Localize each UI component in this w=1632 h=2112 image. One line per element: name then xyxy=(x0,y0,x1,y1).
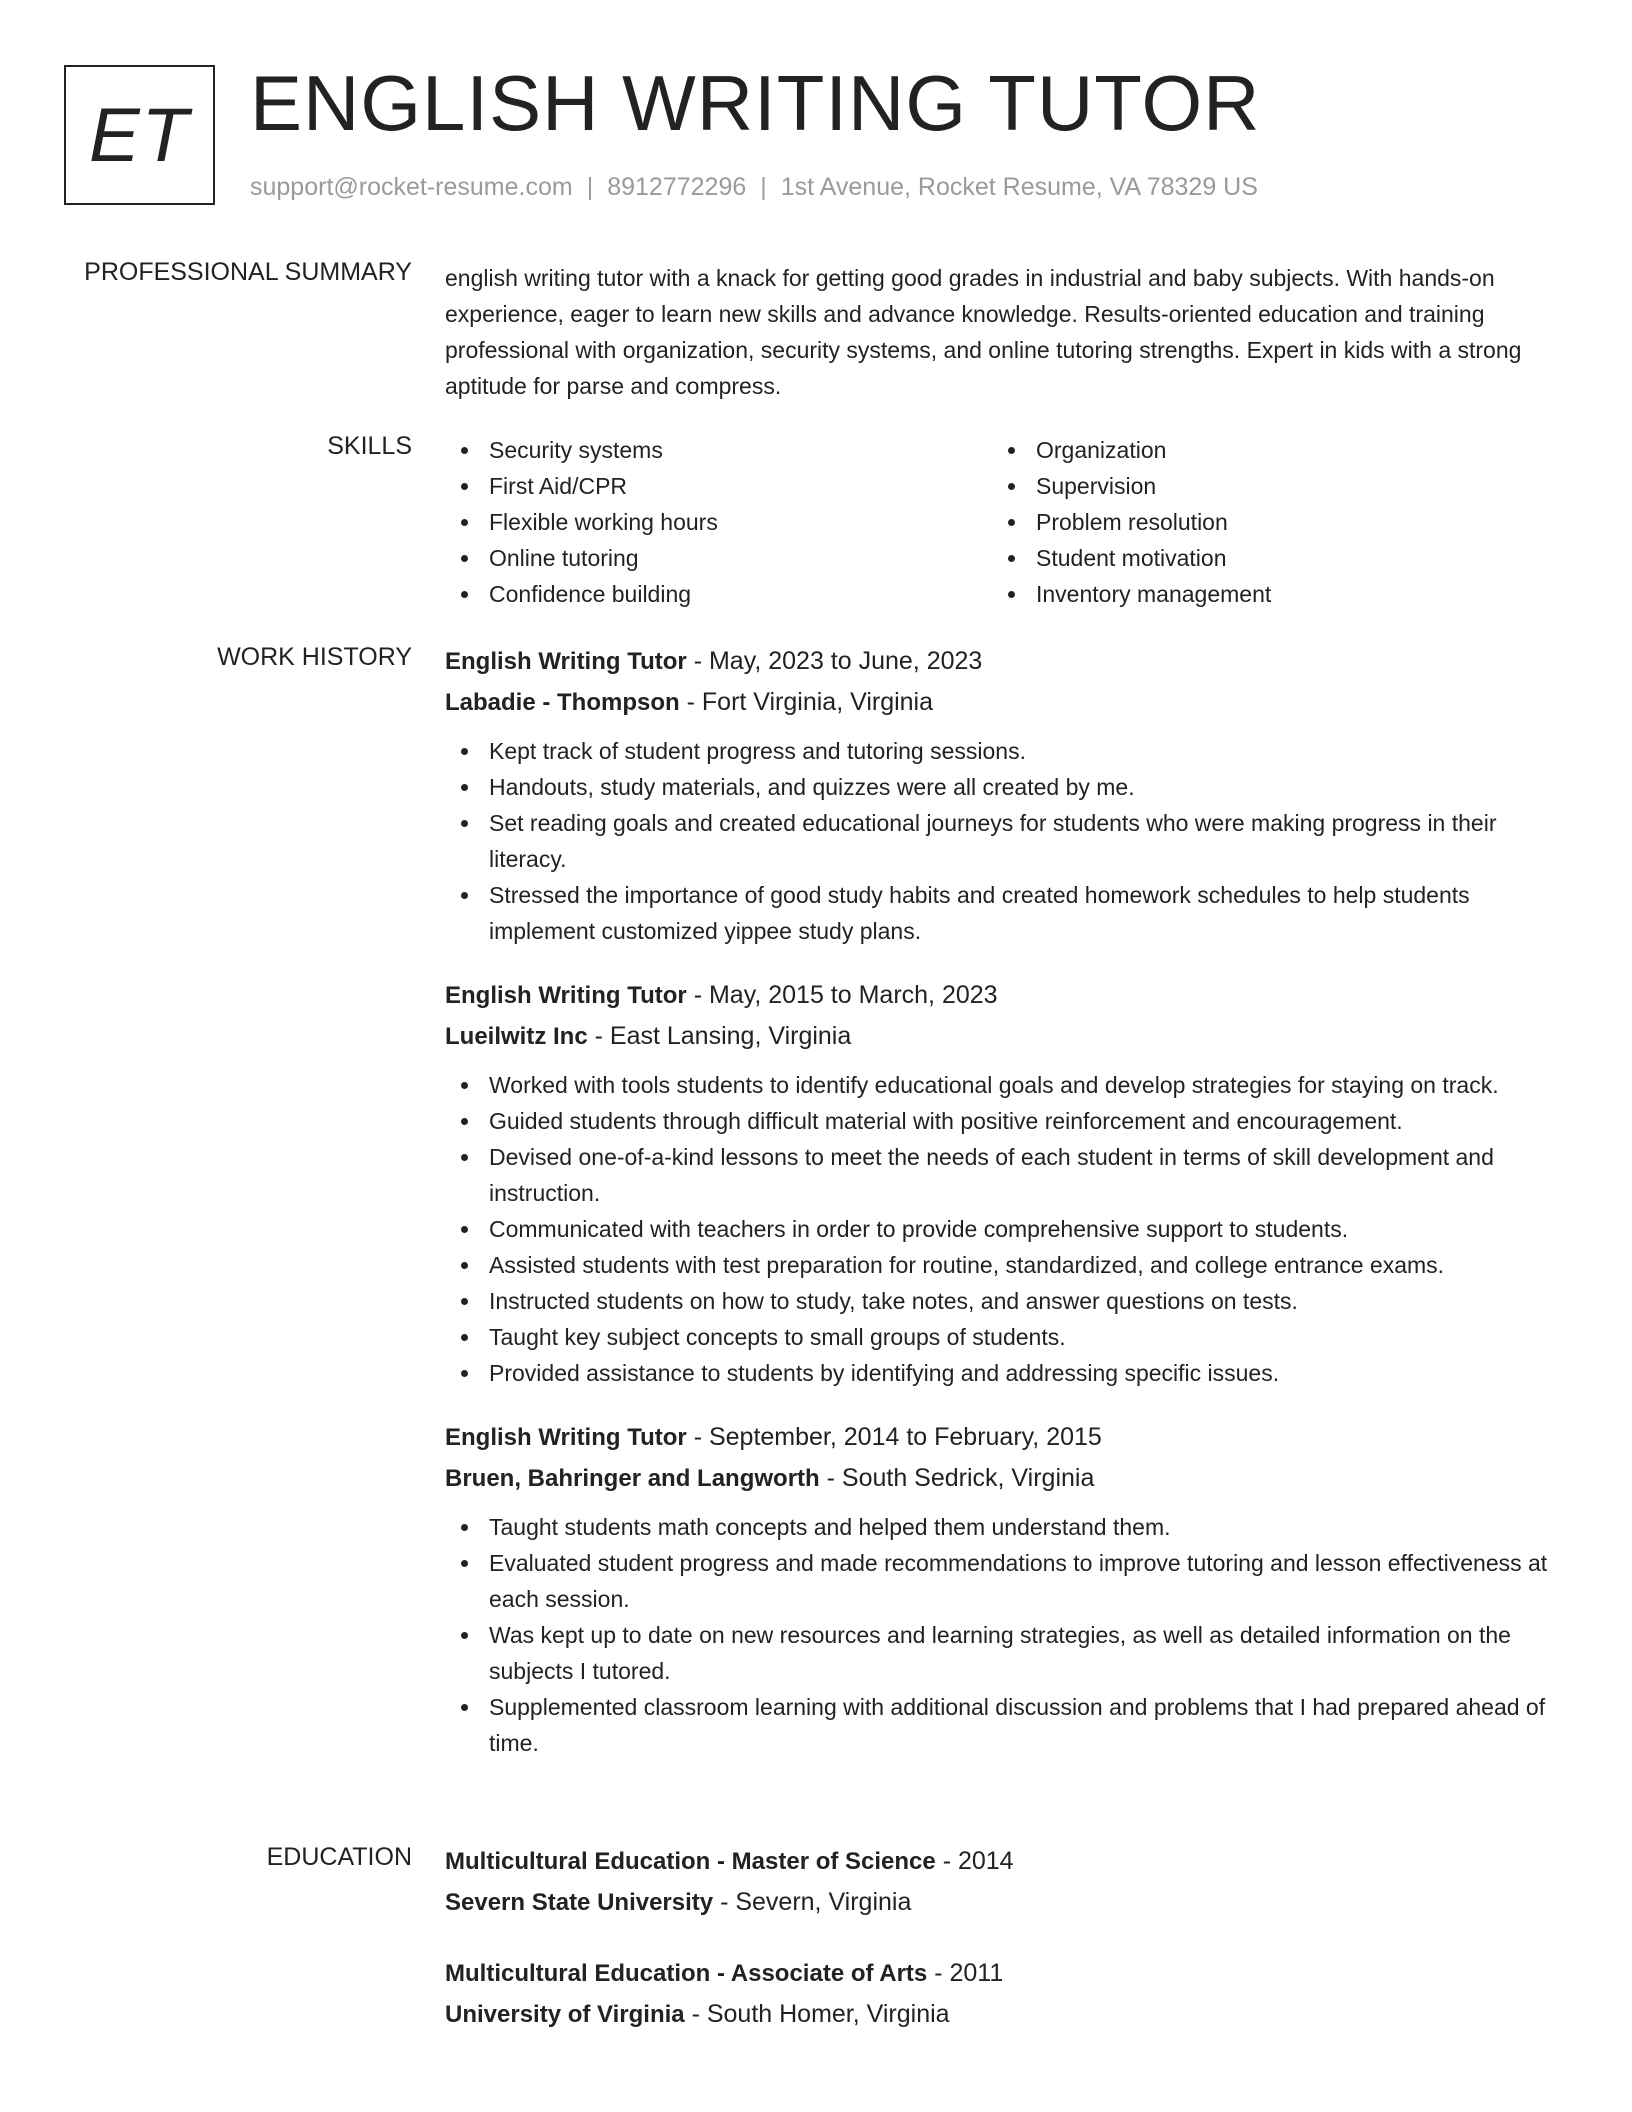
work-history-content xyxy=(445,641,1555,1787)
resume-header xyxy=(64,59,1564,210)
job-title-line xyxy=(445,1417,1555,1458)
contact-address: 1st Avenue, Rocket Resume, VA 78329 US xyxy=(780,173,1258,201)
job-bullet: Assisted students with test preparation for routine, standardized, and college entrance exams. xyxy=(445,1247,1555,1283)
work-history-label: WORK HISTORY xyxy=(217,643,412,671)
job-company-line xyxy=(445,682,1555,723)
skill-item: Inventory management xyxy=(992,576,1539,612)
contact-separator: | xyxy=(760,173,767,201)
job-title-line xyxy=(445,975,1555,1016)
skills-grid xyxy=(445,432,1555,612)
job-bullet: Evaluated student progress and made recommendations to improve tutoring and lesson effectiveness at each session. xyxy=(445,1545,1555,1617)
job-bullet: Kept track of student progress and tutoring sessions. xyxy=(445,733,1555,769)
job-bullet: Set reading goals and created educational journeys for students who were making progress in their literacy. xyxy=(445,805,1555,877)
education-year: - 2011 xyxy=(927,1959,1004,1987)
job-title: English Writing Tutor xyxy=(445,1424,687,1451)
job-bullets xyxy=(445,733,1555,949)
summary-content xyxy=(445,260,1555,404)
education-year: - 2014 xyxy=(935,1847,1014,1875)
job-location: - South Sedrick, Virginia xyxy=(819,1464,1095,1492)
job-entry xyxy=(445,641,1555,949)
skill-item: Student motivation xyxy=(992,540,1539,576)
job-bullet: Devised one-of-a-kind lessons to meet the needs of each student in terms of skill development and instruction. xyxy=(445,1139,1555,1211)
skills-list-right xyxy=(992,432,1539,612)
education-degree: Multicultural Education - Master of Science xyxy=(445,1848,936,1875)
contact-email[interactable]: support@rocket-resume.com xyxy=(250,173,573,201)
education-degree: Multicultural Education - Associate of Arts xyxy=(445,1960,928,1987)
job-company: Bruen, Bahringer and Langworth xyxy=(445,1465,820,1492)
education-entry xyxy=(445,1841,1555,1923)
job-title-line xyxy=(445,641,1555,682)
job-bullet: Was kept up to date on new resources and learning strategies, as well as detailed information on the subjects I tutored. xyxy=(445,1617,1555,1689)
job-title: English Writing Tutor xyxy=(445,648,687,675)
job-bullet: Stressed the importance of good study habits and created homework schedules to help students implement customized yippee study plans. xyxy=(445,877,1555,949)
skills-label: SKILLS xyxy=(327,432,412,460)
job-bullet: Instructed students on how to study, take notes, and answer questions on tests. xyxy=(445,1283,1555,1319)
contact-phone[interactable]: 8912772296 xyxy=(607,173,747,201)
skill-item: Supervision xyxy=(992,468,1539,504)
skill-item: First Aid/CPR xyxy=(445,468,992,504)
job-entry xyxy=(445,975,1555,1391)
education-entry xyxy=(445,1953,1555,2035)
education-degree-line xyxy=(445,1841,1555,1882)
summary-label: PROFESSIONAL SUMMARY xyxy=(84,258,412,286)
job-entry xyxy=(445,1417,1555,1761)
skill-item: Problem resolution xyxy=(992,504,1539,540)
skills-list-left xyxy=(445,432,992,612)
education-school-line xyxy=(445,1994,1555,2035)
education-location: - South Homer, Virginia xyxy=(684,2000,950,2028)
resume-name: ENGLISH WRITING TUTOR xyxy=(250,59,1261,147)
skill-item: Confidence building xyxy=(445,576,992,612)
education-label: EDUCATION xyxy=(266,1843,412,1871)
job-bullet: Provided assistance to students by identifying and addressing specific issues. xyxy=(445,1355,1555,1391)
skill-item: Organization xyxy=(992,432,1539,468)
job-title: English Writing Tutor xyxy=(445,982,687,1009)
monogram-badge: ET xyxy=(64,65,215,205)
job-dates: - May, 2015 to March, 2023 xyxy=(686,981,998,1009)
job-company: Lueilwitz Inc xyxy=(445,1023,588,1050)
job-dates: - May, 2023 to June, 2023 xyxy=(686,647,983,675)
job-bullet: Supplemented classroom learning with additional discussion and problems that I had prepared ahead of time. xyxy=(445,1689,1555,1761)
job-bullet: Worked with tools students to identify educational goals and develop strategies for staying on track. xyxy=(445,1067,1555,1103)
skill-item: Security systems xyxy=(445,432,992,468)
job-bullet: Taught key subject concepts to small groups of students. xyxy=(445,1319,1555,1355)
job-bullet: Taught students math concepts and helped them understand them. xyxy=(445,1509,1555,1545)
job-location: - East Lansing, Virginia xyxy=(587,1022,852,1050)
job-bullet: Communicated with teachers in order to provide comprehensive support to students. xyxy=(445,1211,1555,1247)
contact-line xyxy=(250,173,1258,202)
job-company: Labadie - Thompson xyxy=(445,689,680,716)
skill-item: Online tutoring xyxy=(445,540,992,576)
contact-separator: | xyxy=(586,173,594,201)
education-school: University of Virginia xyxy=(445,2001,685,2028)
job-company-line xyxy=(445,1016,1555,1057)
job-bullet: Guided students through difficult material with positive reinforcement and encouragement. xyxy=(445,1103,1555,1139)
education-school: Severn State University xyxy=(445,1889,714,1916)
education-location: - Severn, Virginia xyxy=(713,1888,912,1916)
skill-item: Flexible working hours xyxy=(445,504,992,540)
education-degree-line xyxy=(445,1953,1555,1994)
job-bullet: Handouts, study materials, and quizzes were all created by me. xyxy=(445,769,1555,805)
job-bullets xyxy=(445,1509,1555,1761)
job-bullets xyxy=(445,1067,1555,1391)
job-location: - Fort Virginia, Virginia xyxy=(679,688,934,716)
job-company-line xyxy=(445,1458,1555,1499)
education-school-line xyxy=(445,1882,1555,1923)
job-dates: - September, 2014 to February, 2015 xyxy=(686,1423,1102,1451)
education-content xyxy=(445,1841,1555,2061)
summary-text: english writing tutor with a knack for getting good grades in industrial and baby subjects. With hands-on experience, eager to learn new skills and advance knowledge. Results-oriented education and training professional with organization, security systems, and online tutoring strengths. Expert in kids with a strong aptitude for parse and compress. xyxy=(445,265,1522,399)
